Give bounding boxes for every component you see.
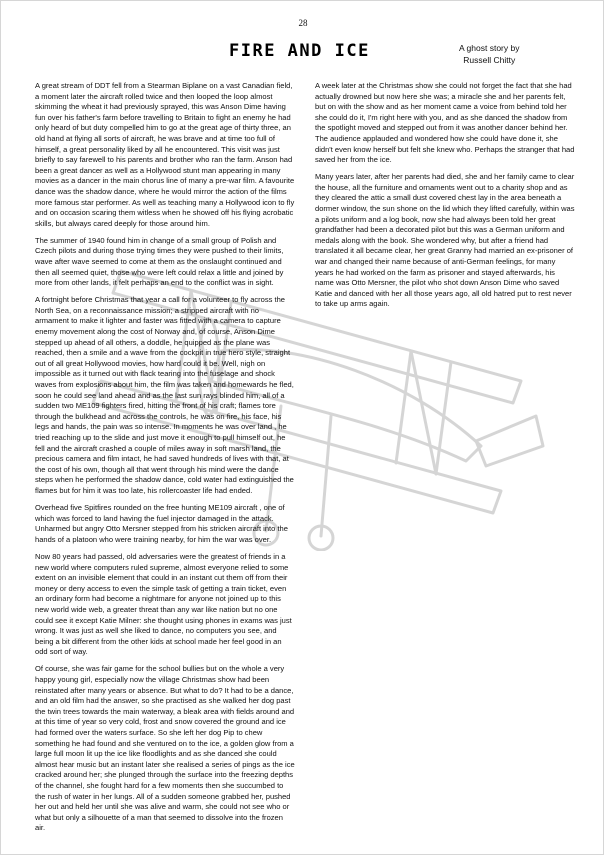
story-paragraph: A great stream of DDT fell from a Stearman Biplane on a vast Canadian field, a moment later the aircraft rolled twice and then looped the loop almost skimming the wheat it had previously sprayed, this was Anson Dime having fun over his father's farm before travelling to Britain to fight an enemy he had only heard of but duty compelled him to go at the great age of thirty three, an old hand at flying all sorts of aircraft, he was brave and at time too full of himself, a great personality liked by all he encountered. This visit was just briefly to say farewell to his parents and brother who ran the farm. Anson had been a great dancer as well as a Hollywood stunt man appearing in many movies as a dancer in the main chorus line of many a pre-war film. A favourite dance was the shadow dance, where he would mirror the action of the films more famous star performer. As well as teaching many a Hollywood icon to fly and on occasion scaring them witless when he showed off his flying acrobatic skills, but always cared deeply for those around him. — [35, 81, 295, 228]
story-body — [35, 81, 575, 841]
story-paragraph: Now 80 years had passed, old adversaries were the greatest of friends in a new world where computers ruled supreme, almost everyone relied to some extent on an invisible element that could in an instant cut them off from their money or deny access to even the simple task of getting a train ticket, even an ordinary form had become a nightmare for anyone not joined up to this new world wide web, a greater threat than any war like nation but no one could see it except Katie Milner: she thought using phones in exams was just wrong. It was just as well she liked to dance, no computers you see, and being a bit different from the other kids at school made her feel good in an odd sort of way. — [35, 551, 292, 657]
page-number: 28 — [298, 18, 308, 28]
story-title: FIRE AND ICE — [229, 41, 370, 61]
byline-author: Russell Chitty — [463, 55, 516, 65]
story-paragraph: Overhead five Spitfires rounded on the free hunting ME109 aircraft , one of which was forced to land having the fuel injector damaged in the attack. Unharmed but angry Otto Mersner stepped from his stricken aircraft into the hands of a platoon who were training nearby, for him the war was over. — [35, 503, 288, 544]
story-paragraph: Of course, she was fair game for the school bullies but on the whole a very happy young girl, especially now the village Christmas show had been reinstated after many years or absence. But what to do? It had to be a dance, and an old film had the answer, so she practised as she walked her dog past the twin trees towards the main waterway, a bleak area with fields around and at this time of year so very cold, frost and snow covered the ground and ice had formed over the waters surface. So she left her dog Pip to chew something he had found and she ventured on to the ice, a golden glow from a large full moon lit up the ice like floodlights and as she danced she could almost hear music but an instant later she realised a series of pings as the ice cracked around her; she plunged through the surface into the freezing depths of the channel, she fought hard for a few moments then she succumbed to the rush of water in her lungs. All of a sudden someone grabbed her, pushed her out and held her until she was alive and warm, she could not see who or what but only a silhouette of a man that seemed to dissolve into the frozen air. — [35, 664, 295, 833]
story-paragraph: Many years later, after her parents had died, she and her family came to clear the house, all the furniture and ornaments went out to a charity shop and as they cleared the attic a small dust covered chest lay in the area beneath a dormer window, the sun shone on the lid which they lifted carefully, within was a pilots uniform and a log book, now she had always been told her great grandfather had been a decorated pilot but this was a German uniform and medals along with the book. She wondered why, but after a friend had translated it all became clear, her great Granny had married an ex-prisoner of war and changed their name because of anti-German feelings, for many years he had worked on the farm as prisoner and stayed afterwards, his name was Otto Mersner, the pilot who shot down Anson Dime who saved Katie and danced with her all those years ago, all old hatred put to rest never to take up arms again. — [315, 172, 575, 309]
story-paragraph: The summer of 1940 found him in change of a small group of Polish and Czech pilots and during those trying times they were pushed to their limits, wave after wave seemed to come at them as the onslaught continued and then all seemed quiet, those who were left could relax a little and joined by more from other lands, it felt perhaps an end to the conflict was in sight. — [35, 235, 284, 288]
story-paragraph: A fortnight before Christmas that year a call for a volunteer to fly across the North Sea, on a reconnaissance mission; a stripped aircraft with no armament to make it lighter and faster was fitted with a camera to capture enemy movement along the cost of Norway and, of course, Anson Dime stepped up ahead of all others, a doddle, he quipped as the plane was reached, then a smile and a wave from the cockpit in true hero style, straight out of all great Hollywood movies, how hard could it be. Well, nigh on impossible as it turned out with flack tearing into the fuselage and shock waves from explosions about him, the film was taken and homewards he fled, soon he could see land ahead and as the last sun rays blinded him, all of a sudden two ME109 fighters fired, hitting the front of his craft; flames tore through the bulkhead and across the controls, he was on fire, his face, his legs and hands, the pain was so intense. In moments he was over land , he tried reaching up to the slide and just move it enough to pull himself out, he fell and the aircraft crashed a couple of miles away in soft marsh land, the precious camera and film intact, he had saved hundreds of lives with that, at the cost of his own, though all that went through his mind were the dance steps when he performed the shadow dance, cold water had extinguished the flames but for him it was too late, his rollercoaster life had ended. — [35, 295, 294, 495]
byline-intro: A ghost story by — [459, 43, 520, 53]
story-paragraph: A week later at the Christmas show she could not forget the fact that she had actually drowned but now here she was; a miracle she and her parents felt, but on with the show and as her moment came a voice from behind told her she could do it, I'm right here with you, and as she danced the shadow from the spotlight moved and stepped out from it was another dancer behind her. The audience applauded and wondered how she could have done it, she didn't even know herself but felt she knew who. Perhaps the stranger that had saved her from the ice. — [315, 81, 575, 165]
byline — [459, 42, 519, 66]
